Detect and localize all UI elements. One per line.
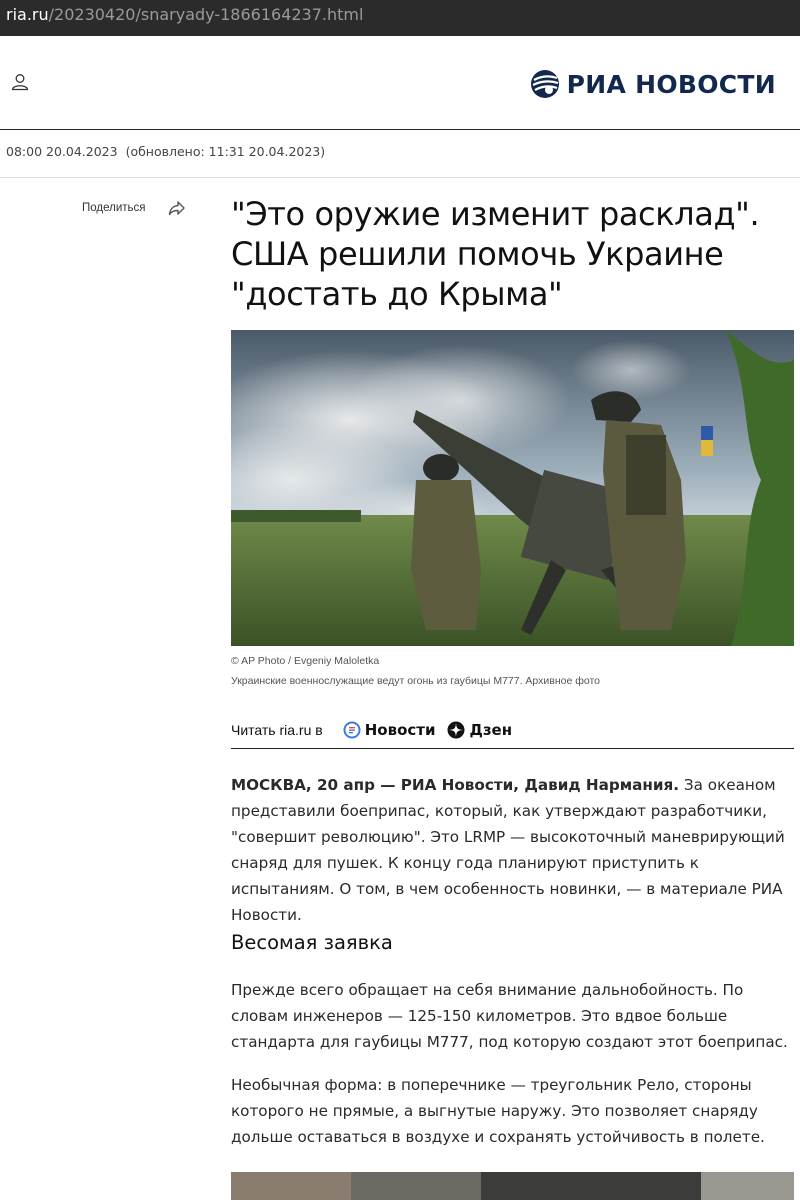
article-title: "Это оружие изменит расклад". США решили помочь Украине "достать до Крыма" bbox=[231, 195, 760, 313]
novosti-icon bbox=[343, 721, 361, 739]
photo-caption: Украинские военнослужащие ведут огонь из гаубицы M777. Архивное фото bbox=[231, 675, 601, 687]
site-header bbox=[0, 36, 800, 130]
dzen-label: Дзен bbox=[469, 721, 513, 739]
lead-dateline: МОСКВА, 20 апр — РИА Новости, Давид Нармания. bbox=[231, 776, 680, 794]
share-button[interactable] bbox=[82, 200, 186, 216]
read-in-label: Читать ria.ru в bbox=[231, 722, 323, 738]
dzen-link[interactable] bbox=[447, 721, 512, 739]
divider bbox=[0, 177, 800, 178]
novosti-label: Новости bbox=[364, 721, 436, 739]
ria-globe-icon bbox=[529, 68, 561, 100]
url-host: ria.ru bbox=[6, 5, 49, 24]
photo-credit: © AP Photo / Evgeniy Maloletka bbox=[231, 655, 380, 667]
published-time: 08:00 20.04.2023 bbox=[6, 144, 118, 159]
lead-text: За океаном представили боеприпас, который, как утверждают разработчики, "совершит революцию". Это LRMP — высокоточный маневрирующий снаряд для пушек. К концу года планируют приступить к испытаниям. О том, в чем особенность новинки, — в материале РИА Новости. bbox=[231, 776, 785, 924]
article-photo[interactable] bbox=[231, 330, 794, 646]
user-icon[interactable] bbox=[10, 72, 30, 92]
section-heading: Весомая заявка bbox=[231, 931, 393, 954]
article-dateline bbox=[6, 144, 325, 159]
ria-logo[interactable] bbox=[529, 64, 776, 104]
url-path: /20230420/snaryady-1866164237.html bbox=[48, 5, 364, 24]
read-in-bar bbox=[231, 716, 794, 749]
share-label: Поделиться bbox=[82, 202, 146, 214]
browser-url-bar[interactable] bbox=[0, 0, 800, 36]
article-photo-2[interactable] bbox=[231, 1172, 794, 1200]
yandex-novosti-link[interactable] bbox=[343, 721, 436, 739]
article-paragraph: Прежде всего обращает на себя внимание дальнобойность. По словам инженеров — 125-150 километров. Это вдвое больше стандарта для гаубицы M777, под которую создают этот боеприпас. bbox=[231, 981, 788, 1051]
dzen-icon bbox=[447, 721, 465, 739]
article-paragraph: Необычная форма: в поперечнике — треугольник Рело, стороны которого не прямые, а выгнутые наружу. Это позволяет снаряду дольше оставаться в воздухе и сохранять устойчивость в полете. bbox=[231, 1076, 765, 1146]
article-lead bbox=[231, 772, 791, 928]
updated-time: (обновлено: 11:31 20.04.2023) bbox=[125, 144, 326, 159]
share-arrow-icon bbox=[168, 200, 186, 216]
logo-text: РИА НОВОСТИ bbox=[566, 69, 776, 99]
